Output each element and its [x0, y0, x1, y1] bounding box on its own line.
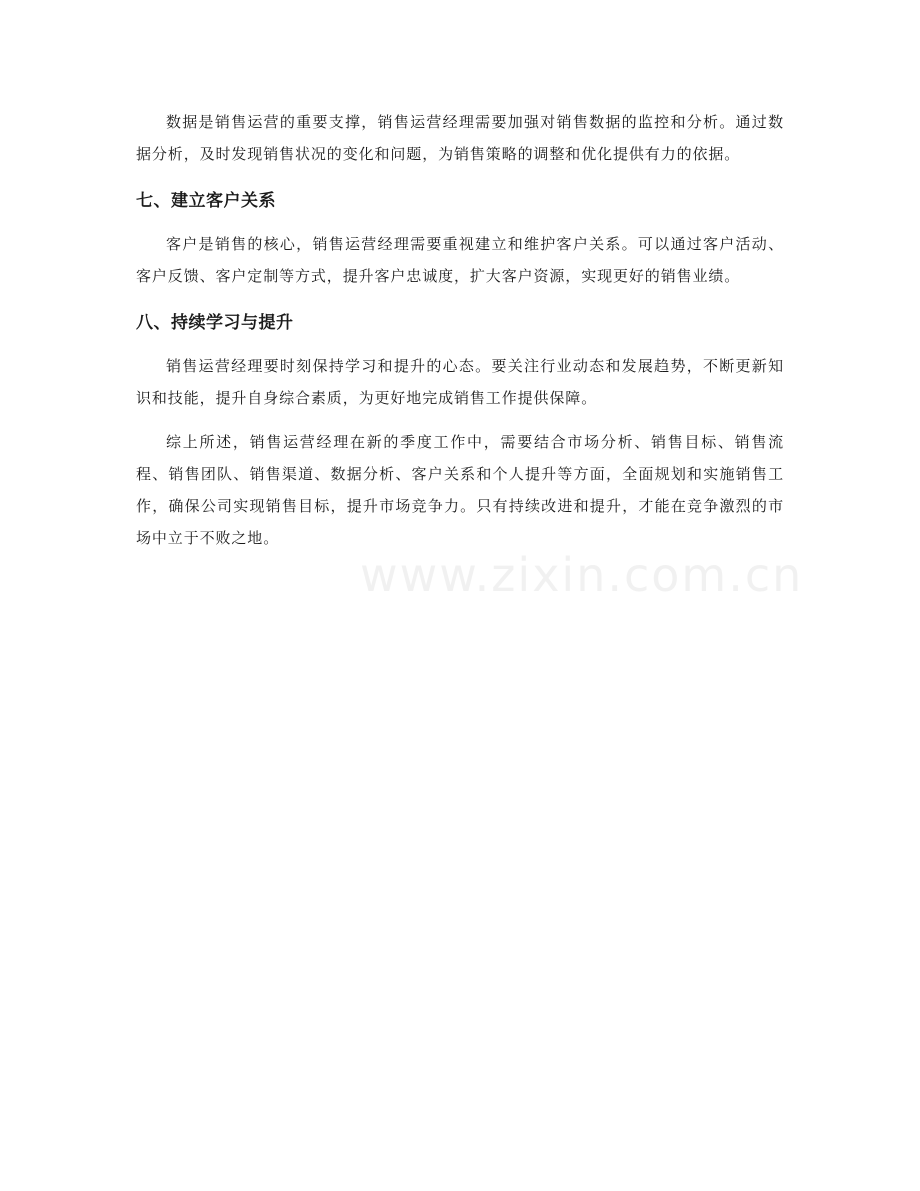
document-body — [136, 106, 784, 554]
data-analysis-paragraph: 数据是销售运营的重要支撑，销售运营经理需要加强对销售数据的监控和分析。通过数据分析，及时发现销售状况的变化和问题，为销售策略的调整和优化提供有力的依据。 — [136, 113, 784, 163]
watermark: www.zixin.com.cn — [360, 548, 804, 602]
section-8-paragraph: 销售运营经理要时刻保持学习和提升的心态。要关注行业动态和发展趋势，不断更新知识和技能，提升自身综合素质，为更好地完成销售工作提供保障。 — [136, 357, 784, 407]
section-7-heading: 七、建立客户关系 — [136, 191, 276, 211]
section-7-paragraph: 客户是销售的核心，销售运营经理需要重视建立和维护客户关系。可以通过客户活动、客户反馈、客户定制等方式，提升客户忠诚度，扩大客户资源，实现更好的销售业绩。 — [136, 235, 784, 285]
section-8-heading: 八、持续学习与提升 — [136, 313, 294, 333]
conclusion-paragraph: 综上所述，销售运营经理在新的季度工作中，需要结合市场分析、销售目标、销售流程、销售团队、销售渠道、数据分析、客户关系和个人提升等方面，全面规划和实施销售工作，确保公司实现销售目标，提升市场竞争力。只有持续改进和提升，才能在竞争激烈的市场中立于不败之地。 — [136, 433, 784, 547]
